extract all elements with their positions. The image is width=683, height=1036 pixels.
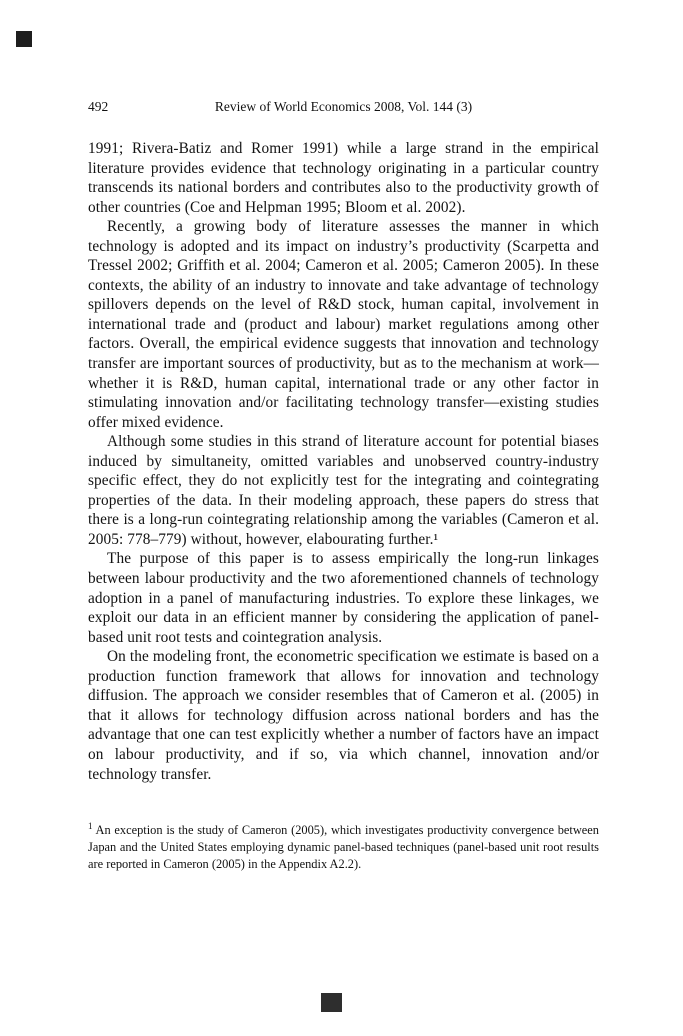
footnote-marker: 1 <box>88 820 93 831</box>
page-number: 492 <box>88 99 109 114</box>
paragraph: The purpose of this paper is to assess empirically the long-run linkages between labour productivity and the two aforementioned channels of technology adoption in a panel of manufacturing industries. To explore these linkages, we exploit our data in an efficient manner by considering the application of panel-based unit root tests and cointegration analysis. <box>88 550 599 646</box>
running-head-title: Review of World Economics 2008, Vol. 144 (3) <box>214 99 473 114</box>
scan-mark-top-left <box>16 31 32 47</box>
paragraph: On the modeling front, the econometric specification we estimate is based on a production function framework that allows for innovation and technology diffusion. The approach we consider resembles that of Cameron et al. (2005) in that it allows for technology diffusion across national borders and has the advantage that one can test explicitly whether a number of factors have an impact on labour productivity, and if so, via which channel, innovation and/or technology transfer. <box>88 648 599 783</box>
running-header <box>88 98 599 115</box>
page-content <box>88 98 599 872</box>
footnote <box>88 822 599 872</box>
paragraph: 1991; Rivera-Batiz and Romer 1991) while a large strand in the empirical literature provides evidence that technology originating in a particular country transcends its national borders and contributes also to the productivity growth of other countries (Coe and Helpman 1995; Bloom et al. 2002). <box>88 140 599 216</box>
scan-mark-bottom <box>321 993 342 1012</box>
footnote-text: An exception is the study of Cameron (2005), which investigates productivity convergence between Japan and the United States employing dynamic panel-based techniques (panel-based unit root results are reported in Cameron (2005) in the Appendix A2.2). <box>88 823 599 871</box>
paragraph: Although some studies in this strand of literature account for potential biases induced by simultaneity, omitted variables and unobserved country-industry specific effect, they do not explicitly test for the integrating and cointegrating properties of the data. In their modeling approach, these papers do stress that there is a long-run cointegrating relationship among the variables (Cameron et al. 2005: 778–779) without, however, elabourating further.¹ <box>88 433 599 548</box>
footnote-section <box>88 822 599 872</box>
paragraph: Recently, a growing body of literature assesses the manner in which technology is adopted and its impact on industry’s productivity (Scarpetta and Tressel 2002; Griffith et al. 2004; Cameron et al. 2005; Cameron 2005). In these contexts, the ability of an industry to innovate and take advantage of technology spillovers depends on the level of R&D stock, human capital, involvement in international trade and (product and labour) market regulations among other factors. Overall, the empirical evidence suggests that innovation and technology transfer are important sources of productivity, but as to the mechanism at work—whether it is R&D, human capital, international trade or any other factor in stimulating innovation and/or facilitating technology transfer—existing studies offer mixed evidence. <box>88 218 599 431</box>
article-body <box>88 139 599 784</box>
